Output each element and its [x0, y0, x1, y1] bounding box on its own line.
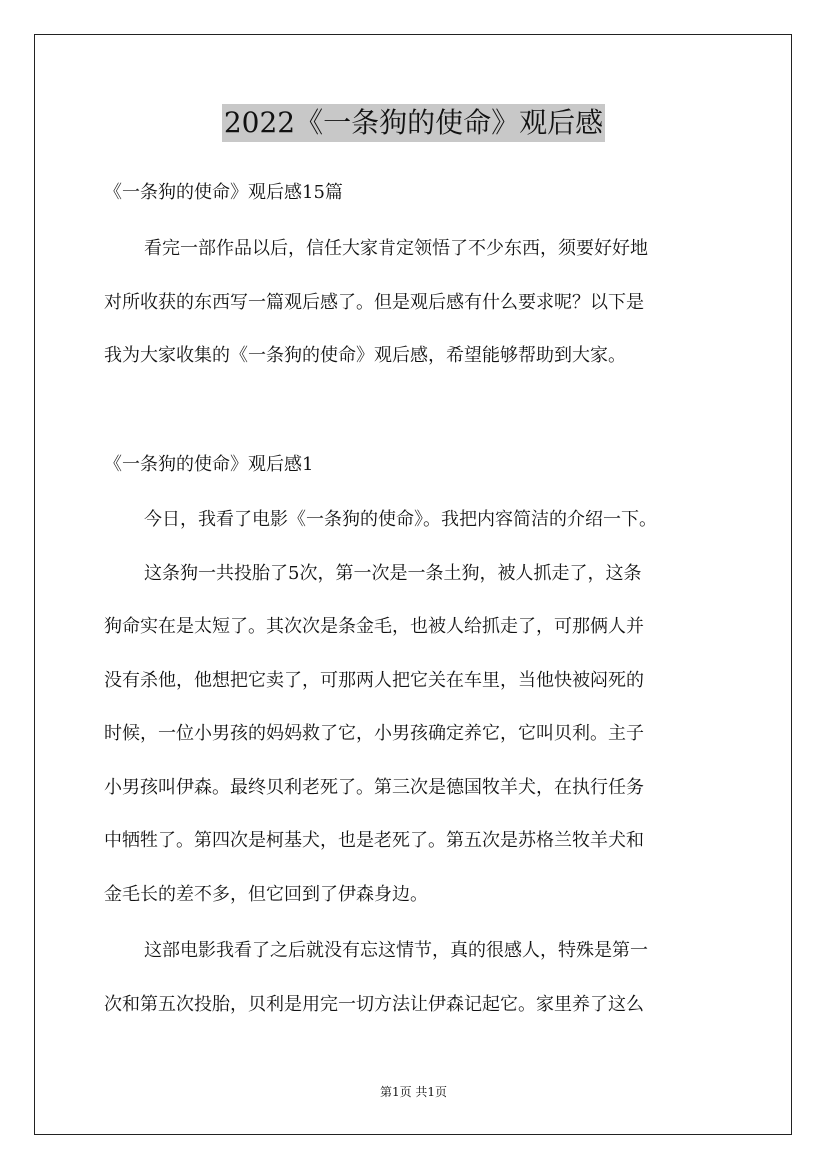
paragraph-line: 今日，我看了电影《一条狗的使命》。我把内容简洁的介绍一下。	[144, 509, 657, 530]
document-title: 2022《一条狗的使命》观后感	[222, 104, 605, 142]
paragraph-line: 这部电影我看了之后就没有忘这情节，真的很感人，特殊是第一	[144, 940, 648, 961]
section-heading: 《一条狗的使命》观后感1	[104, 454, 314, 475]
paragraph-line: 这条狗一共投胎了5次，第一次是一条土狗，被人抓走了，这条	[144, 563, 642, 584]
paragraph-line: 中牺牲了。第四次是柯基犬，也是老死了。第五次是苏格兰牧羊犬和	[104, 830, 644, 851]
paragraph-line: 狗命实在是太短了。其次次是条金毛，也被人给抓走了，可那俩人并	[104, 616, 644, 637]
title-container	[0, 104, 827, 142]
paragraph-line: 我为大家收集的《一条狗的使命》观后感，希望能够帮助到大家。	[104, 345, 626, 366]
paragraph-line: 时候，一位小男孩的妈妈救了它，小男孩确定养它，它叫贝利。主子	[104, 723, 644, 744]
paragraph-line: 看完一部作品以后，信任大家肯定领悟了不少东西，须要好好地	[144, 238, 648, 259]
subtitle: 《一条狗的使命》观后感15篇	[104, 182, 343, 203]
paragraph-line: 没有杀他，他想把它卖了，可那两人把它关在车里，当他快被闷死的	[104, 670, 644, 691]
page-number-footer: 第1页 共1页	[379, 1085, 448, 1099]
paragraph-line: 小男孩叫伊森。最终贝利老死了。第三次是德国牧羊犬，在执行任务	[104, 777, 644, 798]
paragraph-line: 金毛长的差不多，但它回到了伊森身边。	[104, 884, 428, 905]
paragraph-line: 对所收获的东西写一篇观后感了。但是观后感有什么要求呢？以下是	[104, 292, 644, 313]
paragraph-line: 次和第五次投胎，贝利是用完一切方法让伊森记起它。家里养了这么	[104, 994, 644, 1015]
